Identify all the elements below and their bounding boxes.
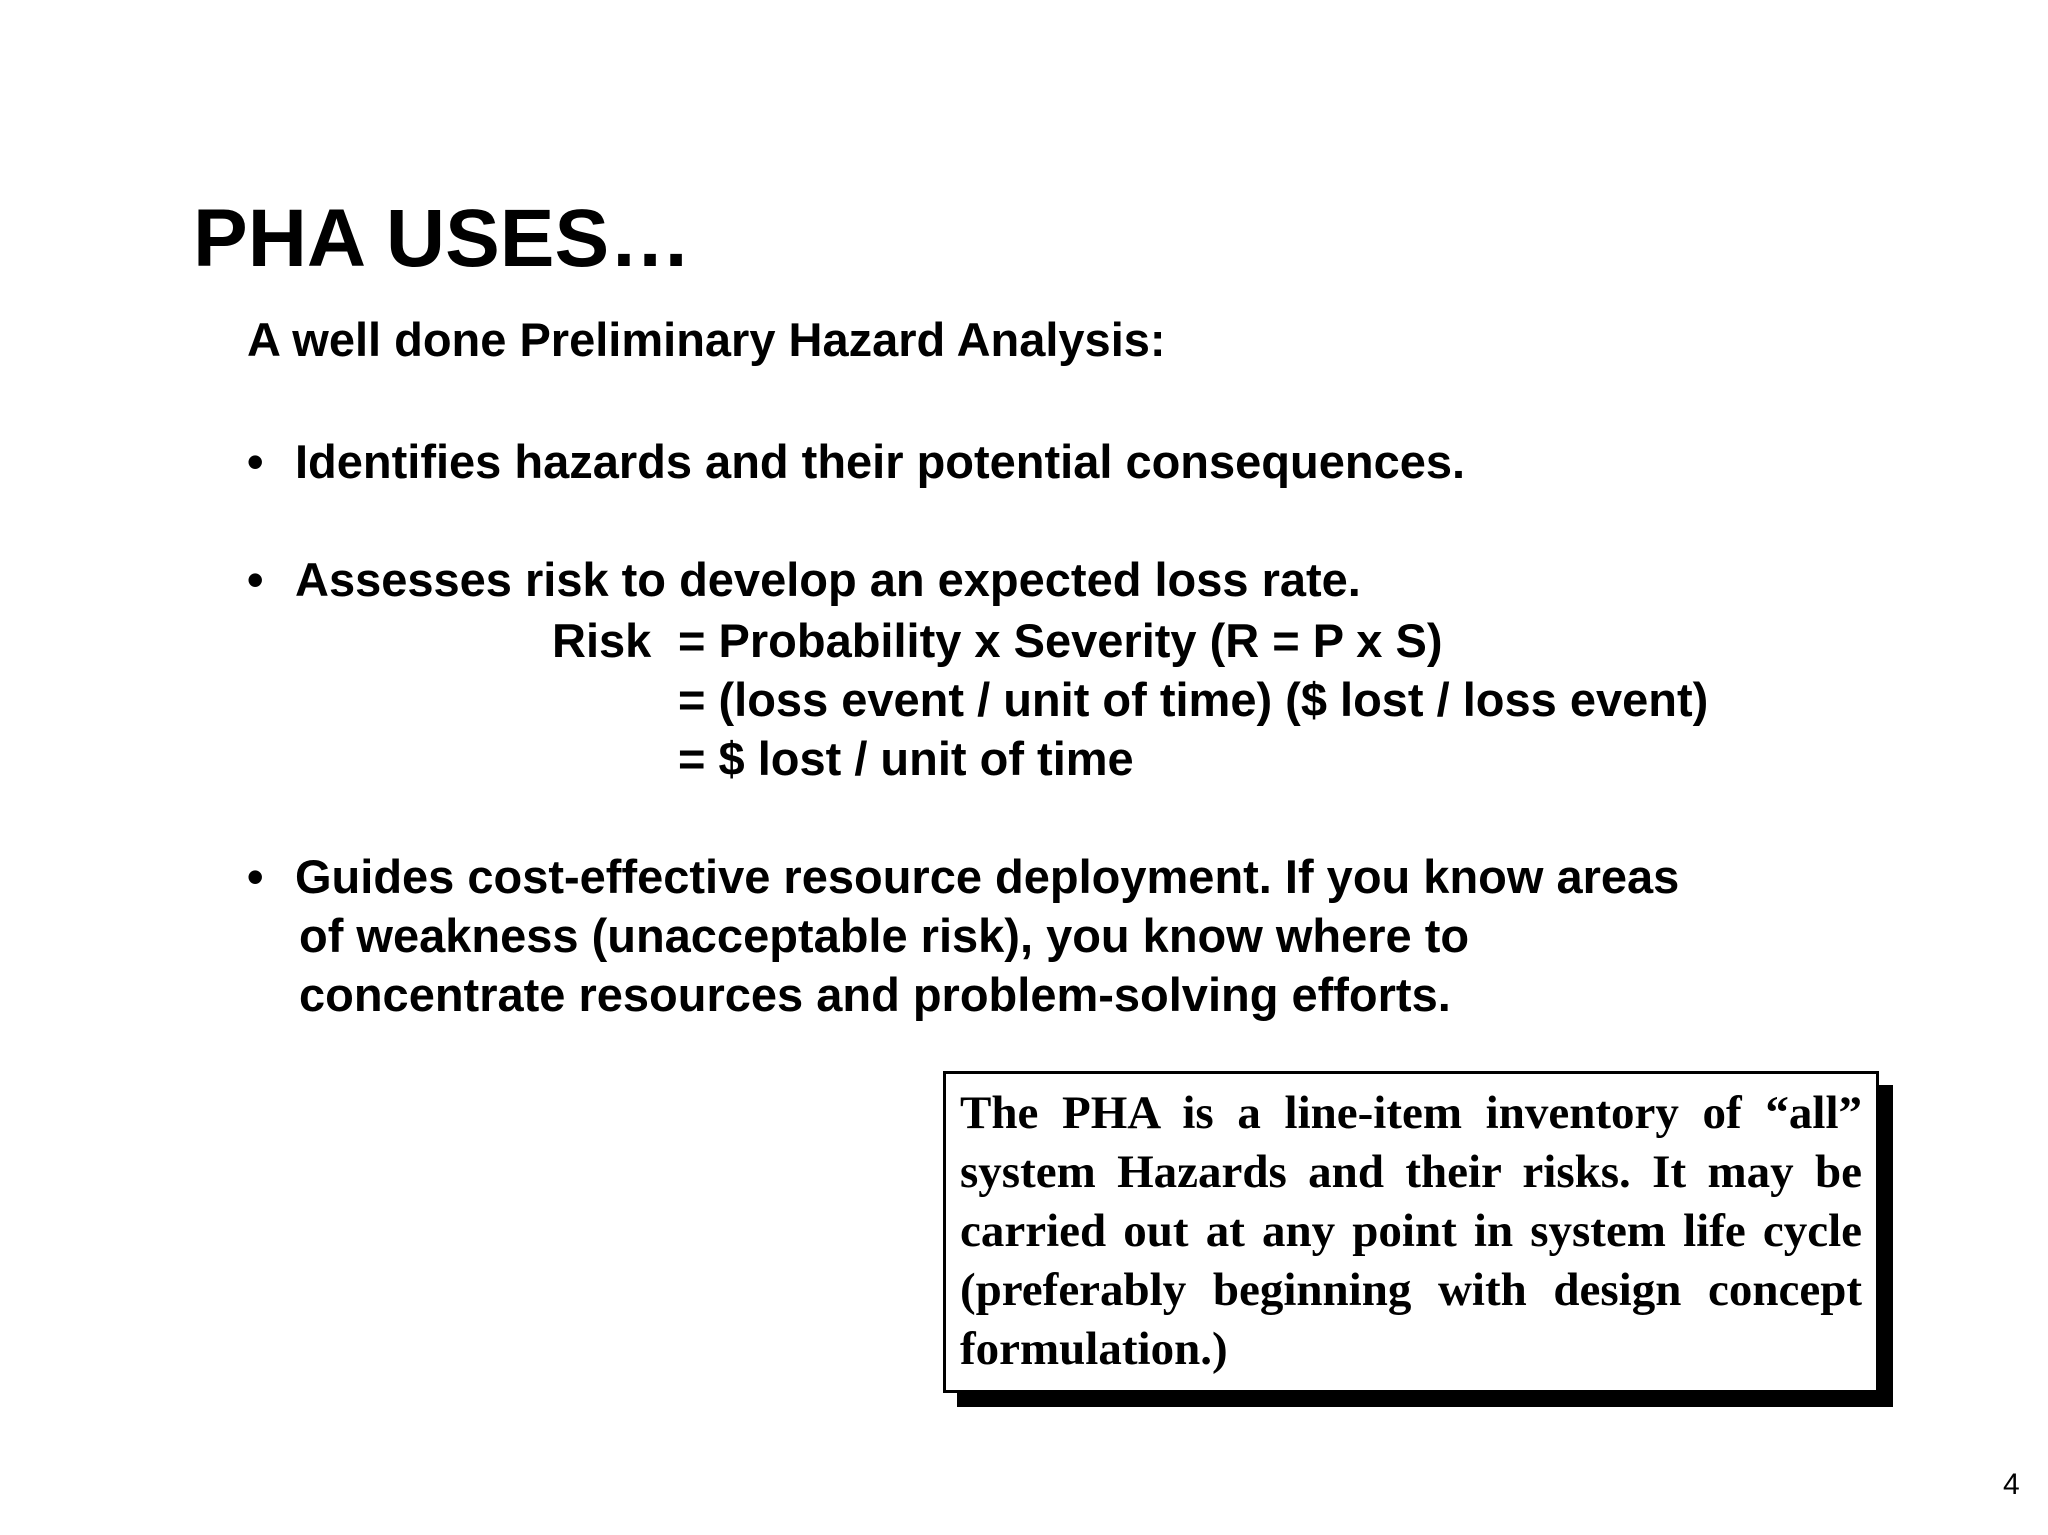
bullet-item-guides-deployment bbox=[247, 847, 1679, 1024]
bullet-icon: • bbox=[247, 850, 264, 903]
bullet-text: Guides cost-effective resource deployment. If you know areas bbox=[295, 850, 1680, 903]
page-number: 4 bbox=[2003, 1468, 2020, 1501]
slide-subtitle: A well done Preliminary Hazard Analysis: bbox=[247, 313, 1166, 366]
formula-line: = (loss event / unit of time) ($ lost / loss event) bbox=[678, 673, 1709, 726]
bullet-icon: • bbox=[247, 435, 264, 488]
bullet-item-identifies-hazards bbox=[247, 432, 1465, 491]
note-box: The PHA is a line-item inventory of “all” system Hazards and their risks. It may be carried out at any point in system life cycle (preferably beginning with design concept formulation.) bbox=[943, 1071, 1879, 1393]
bullet-continuation: of weakness (unacceptable risk), you know where to bbox=[299, 909, 1470, 962]
formula-label: Risk bbox=[552, 614, 652, 667]
slide-title: PHA USES… bbox=[193, 193, 692, 284]
bullet-text: Assesses risk to develop an expected loss rate. bbox=[295, 553, 1361, 606]
bullet-item-assesses-risk bbox=[247, 550, 1361, 609]
bullet-text: Identifies hazards and their potential consequences. bbox=[295, 435, 1466, 488]
formula-line: = $ lost / unit of time bbox=[678, 732, 1134, 785]
bullet-icon: • bbox=[247, 553, 264, 606]
bullet-continuation: concentrate resources and problem-solving efforts. bbox=[299, 968, 1451, 1021]
formula-line: = Probability x Severity (R = P x S) bbox=[678, 614, 1443, 667]
